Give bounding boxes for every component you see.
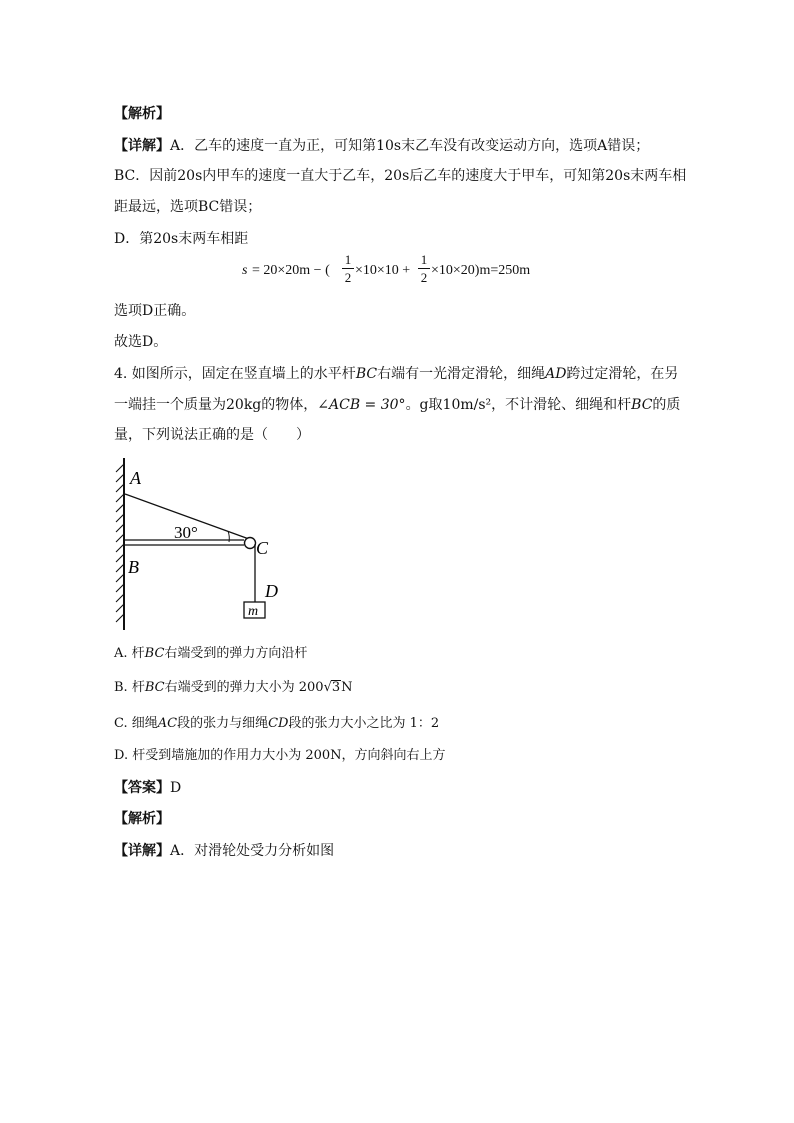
q4-text-2c: ，不计滑轮、细绳和杆: [491, 397, 632, 413]
option-a-text: 右端受到的弹力方向沿杆: [164, 646, 308, 661]
label-m: m: [248, 604, 259, 619]
fraction-1-num: 1: [344, 252, 352, 267]
answer-line: 故选D。: [114, 334, 168, 350]
option-c-prefix: C. 细绳: [114, 716, 158, 731]
option-b-unit: N: [341, 680, 353, 695]
question-4-line-2: [114, 395, 680, 415]
detail-line-a: [114, 136, 649, 156]
option-c[interactable]: [114, 714, 439, 734]
option-a[interactable]: [114, 644, 307, 664]
pulley-diagram: [108, 454, 298, 632]
detail-line-bc1: BC．因前20s内甲车的速度一直大于乙车，20s后乙车的速度大于甲车，可知第20s末两车相: [114, 168, 687, 184]
fraction-1: [342, 252, 354, 285]
fraction-2-den: 2: [420, 270, 428, 285]
fraction-1-den: 2: [344, 270, 352, 285]
label-a: A: [130, 468, 141, 488]
option-c-ac: AC: [157, 716, 178, 731]
q4-text-2b: 。g取: [405, 397, 443, 413]
formula-part-1: = 20×20m − (: [252, 263, 330, 278]
detail-a-text: A．乙车的速度一直为正，可知第10s末乙车没有改变运动方向，选项A错误；: [170, 138, 650, 154]
detail-line-2a: [114, 841, 334, 861]
option-c-text-1: 段的张力与细绳: [177, 716, 269, 731]
wall: [116, 458, 124, 630]
label-c: C: [256, 538, 269, 558]
answer-value: D: [170, 780, 182, 796]
q4-text-1b: 右端有一光滑定滑轮，细绳: [377, 366, 546, 382]
q4-text-1a: 4. 如图所示，固定在竖直墙上的水平杆: [114, 366, 356, 382]
detail-line-bc2: 距最远，选项BC错误；: [114, 199, 262, 215]
q4-ad: AD: [545, 366, 567, 382]
fraction-2: [418, 252, 430, 285]
q4-text-2d: 的质: [652, 397, 681, 413]
option-b-bc: BC: [144, 680, 165, 695]
option-a-prefix: A. 杆: [114, 646, 145, 661]
fraction-2-num: 1: [420, 252, 428, 267]
question-4-line-3: 量，下列说法正确的是（ ）: [114, 427, 310, 443]
distance-formula: [242, 252, 572, 294]
q4-angle: ∠ACB = 30°: [317, 397, 406, 413]
detail-2a-text: A．对滑轮处受力分析如图: [170, 843, 335, 859]
option-b[interactable]: [114, 678, 353, 698]
detail-line-d: D．第20s末两车相距: [114, 231, 249, 247]
question-4-line-1: [114, 364, 678, 384]
option-c-text-2: 段的张力大小之比为 1：2: [288, 716, 440, 731]
option-d[interactable]: D. 杆受到墙施加的作用力大小为 200N，方向斜向右上方: [114, 748, 446, 763]
analysis-heading-2: 【解析】: [114, 811, 170, 827]
q4-g-value: 10m/s²: [442, 397, 492, 413]
sqrt-radicand: 3: [331, 680, 341, 695]
analysis-heading: 【解析】: [114, 106, 170, 122]
answer-tag: 【答案】: [114, 780, 170, 796]
q4-text-2a: 一端挂一个质量为20kg的物体，: [114, 397, 318, 413]
option-c-cd: CD: [268, 716, 289, 731]
option-b-prefix: B. 杆: [114, 680, 145, 695]
option-a-bc: BC: [144, 646, 165, 661]
formula-lhs: s: [242, 263, 248, 278]
option-b-value: 200: [298, 680, 324, 695]
sqrt-sign: √: [323, 680, 332, 695]
detail-tag-2: 【详解】: [114, 843, 170, 859]
pulley: [245, 538, 256, 549]
q4-text-1c: 跨过定滑轮，在另: [566, 366, 679, 382]
formula-part-3: ×10×20)m=250m: [431, 263, 531, 278]
formula-part-2: ×10×10 +: [355, 263, 411, 278]
answer-row: [114, 778, 181, 798]
option-b-text: 右端受到的弹力大小为: [164, 680, 295, 695]
label-d: D: [265, 581, 278, 601]
q4-bc: BC: [355, 366, 378, 382]
label-angle: 30°: [174, 523, 198, 542]
label-b: B: [128, 557, 139, 577]
q4-bc-2: BC: [631, 397, 653, 413]
conclusion-line: 选项D正确。: [114, 303, 196, 319]
detail-tag: 【详解】: [114, 138, 170, 154]
